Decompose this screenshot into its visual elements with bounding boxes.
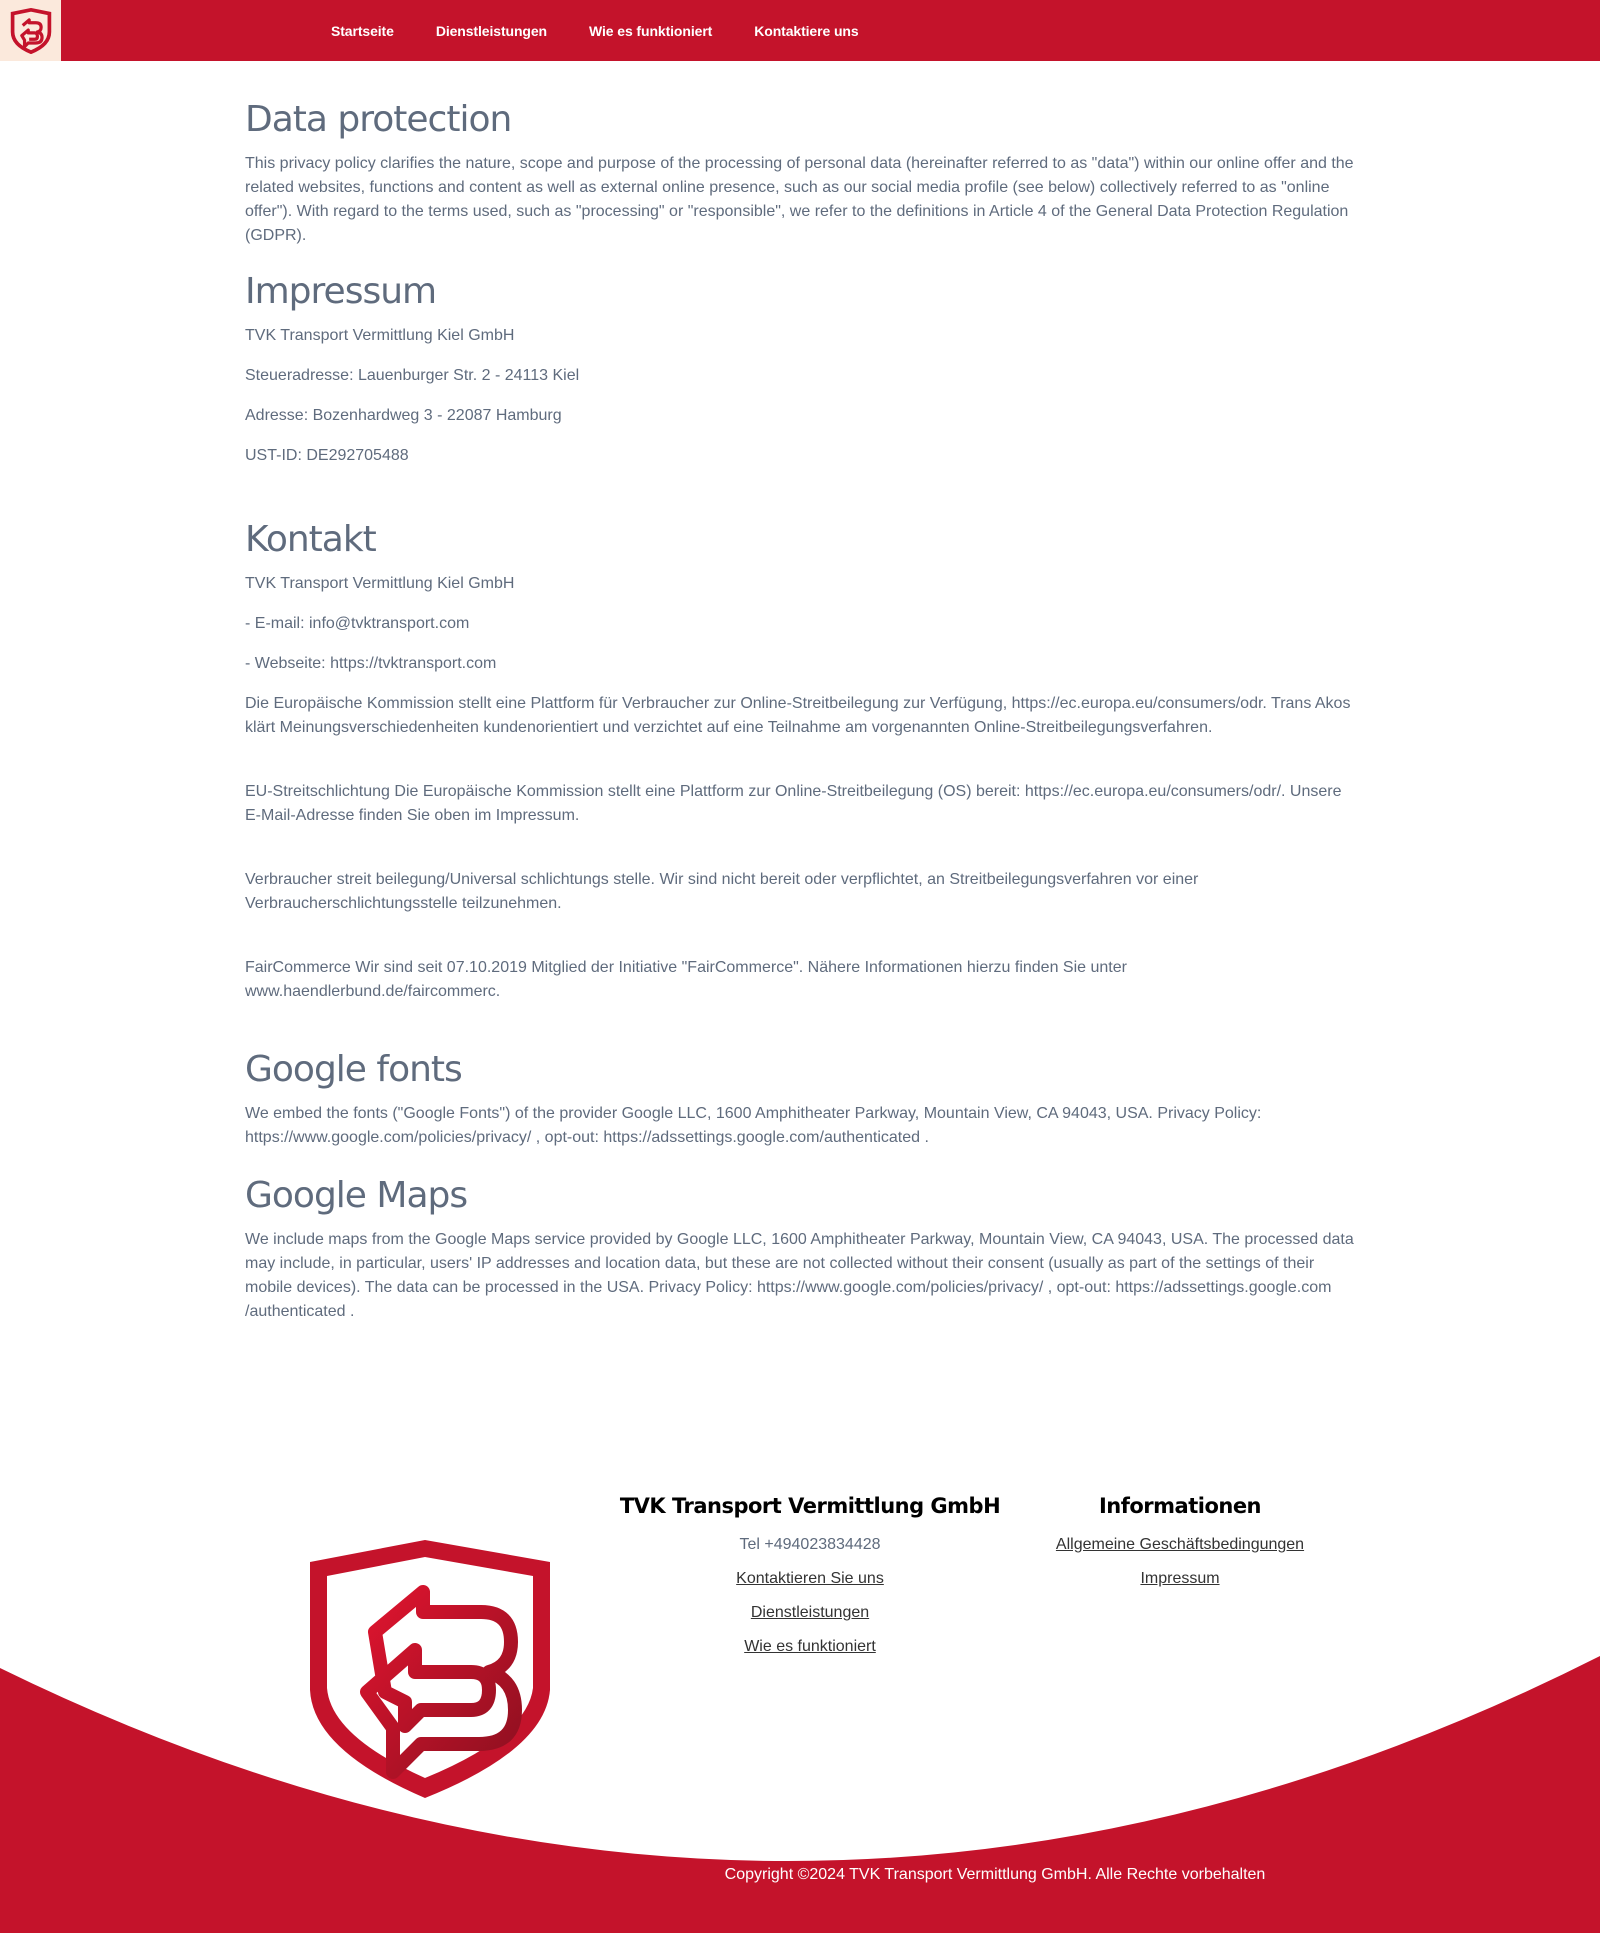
nav-kontaktiere-uns[interactable]: Kontaktiere uns	[754, 22, 859, 39]
footer-link-wie-es-funktioniert[interactable]: Wie es funktioniert	[744, 1638, 876, 1655]
kontakt-paragraph-verbraucher: Verbraucher streit beilegung/Universal schlichtungs stelle. Wir sind nicht bereit oder verpflichtet, an Streitbeilegungsverfahren vor einer Verbraucherschlichtungsstelle teilzunehmen.	[245, 871, 1199, 912]
kontakt-title: Kontakt	[245, 519, 376, 560]
nav-dienstleistungen[interactable]: Dienstleistungen	[435, 22, 548, 39]
footer-link-impressum[interactable]: Impressum	[1140, 1570, 1220, 1587]
footer-company-title: TVK Transport Vermittlung GmbH	[619, 1494, 1001, 1518]
google-maps-text: We include maps from the Google Maps service provided by Google LLC, 1600 Amphitheater Parkway, Mountain View, CA 94043, USA. The processed data may include, in particular, users' IP addresses and location data, but these are not collected without their consent (usually as part of the settings of their mobile devices). The data can be processed in the USA. Privacy Policy: https://www.google.com/policies/privacy/ , opt-out: https://adssettings.google.com /authenticated .	[245, 1231, 1354, 1320]
footer-copyright: Copyright ©2024 TVK Transport Vermittlung GmbH. Alle Rechte vorbehalten	[724, 1866, 1266, 1883]
google-fonts-title: Google fonts	[245, 1049, 462, 1090]
kontakt-paragraph-faircommerce: FairCommerce Wir sind seit 07.10.2019 Mitglied der Initiative "FairCommerce". Nähere Informationen hierzu finden Sie unter www.haendlerbund.de/faircommerc.	[245, 959, 1127, 1000]
top-navigation-bar	[0, 0, 1600, 61]
kontakt-website: - Webseite: https://tvktransport.com	[245, 655, 497, 672]
footer-info-column	[1030, 1490, 1330, 1596]
google-fonts-text: We embed the fonts ("Google Fonts") of the provider Google LLC, 1600 Amphitheater Parkway, Mountain View, CA 94043, USA. Privacy Policy: https://www.google.com/policies/privacy/ , opt-out: https://adssettings.google.com/authenticated .	[245, 1105, 1262, 1146]
main-content	[245, 94, 1360, 1324]
footer-shield-logo-icon	[305, 1540, 555, 1800]
nav-startseite[interactable]: Startseite	[331, 22, 394, 39]
kontakt-email: - E-mail: info@tvktransport.com	[245, 615, 470, 632]
footer-phone: Tel +494023834428	[739, 1536, 881, 1553]
data-protection-text: This privacy policy clarifies the nature, scope and purpose of the processing of personal data (hereinafter referred to as "data") within our online offer and the related websites, functions and content as well as external online presence, such as our social media profile (see below) collectively referred to as "online offer"). With regard to the terms used, such as "processing" or "responsible", we refer to the definitions in Article 4 of the General Data Protection Regulation (GDPR).	[245, 155, 1354, 244]
shield-logo-icon	[8, 8, 54, 54]
kontakt-paragraph-eu-streit: EU-Streitschlichtung Die Europäische Kommission stellt eine Plattform zur Online-Streitbeilegung (OS) bereit: https://ec.europa.eu/consumers/odr/. Unsere E-Mail-Adresse finden Sie oben im Impressum.	[245, 783, 1342, 824]
footer-info-title: Informationen	[1098, 1494, 1262, 1518]
data-protection-section	[245, 94, 1360, 248]
kontakt-company: TVK Transport Vermittlung Kiel GmbH	[245, 575, 515, 592]
footer-link-agb[interactable]: Allgemeine Geschäftsbedingungen	[1055, 1536, 1305, 1553]
data-protection-title: Data protection	[245, 99, 512, 140]
impressum-company: TVK Transport Vermittlung Kiel GmbH	[245, 327, 515, 344]
kontakt-paragraph-odr: Die Europäische Kommission stellt eine Plattform für Verbraucher zur Online-Streitbeilegung zur Verfügung, https://ec.europa.eu/consumers/odr. Trans Akos klärt Meinungsverschiedenheiten kundenorientiert und verzichtet auf eine Teilnahme am vorgenannten Online-Streitbeilegungsverfahren.	[245, 695, 1351, 736]
footer-wave-background	[0, 1640, 1600, 1933]
impressum-section	[245, 266, 1360, 468]
impressum-title: Impressum	[245, 271, 437, 312]
nav-wie-es-funktioniert[interactable]: Wie es funktioniert	[589, 22, 713, 39]
impressum-vat-id: UST-ID: DE292705488	[245, 447, 409, 464]
footer-company-column	[600, 1490, 1020, 1664]
impressum-address: Adresse: Bozenhardweg 3 - 22087 Hamburg	[245, 407, 562, 424]
google-fonts-section	[245, 1044, 1360, 1150]
kontakt-section	[245, 514, 1360, 1004]
impressum-tax-address: Steueradresse: Lauenburger Str. 2 - 24113 Kiel	[245, 367, 580, 384]
footer-link-kontaktieren[interactable]: Kontaktieren Sie uns	[736, 1570, 884, 1587]
footer-link-dienstleistungen[interactable]: Dienstleistungen	[750, 1604, 870, 1621]
site-logo[interactable]	[0, 0, 61, 61]
google-maps-title: Google Maps	[245, 1175, 468, 1216]
google-maps-section	[245, 1170, 1360, 1324]
main-nav	[310, 0, 880, 61]
